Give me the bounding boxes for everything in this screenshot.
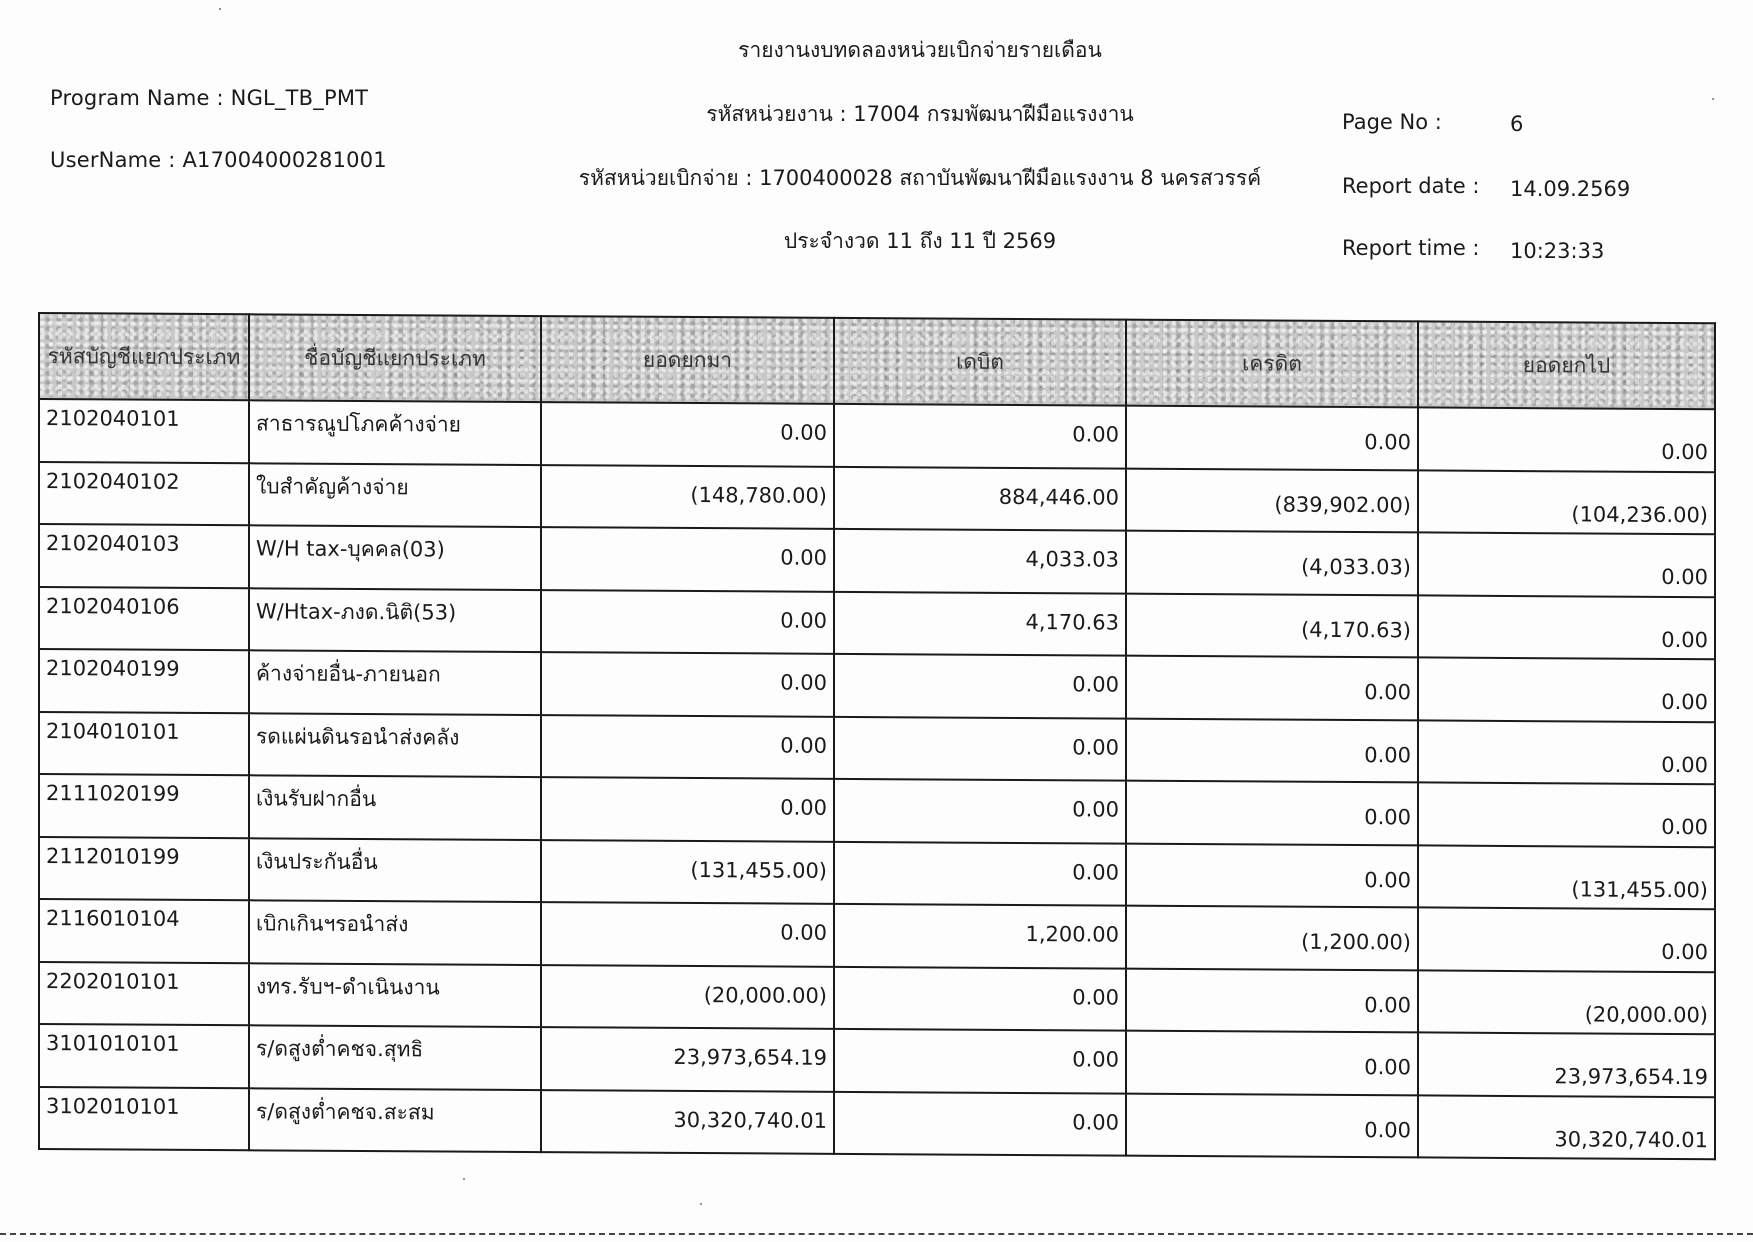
period-line: ประจำงวด 11 ถึง 11 ปี 2569 bbox=[783, 229, 1057, 253]
cell-carried-forward: 0.00 bbox=[1418, 532, 1715, 596]
cell-credit: (839,902.00) bbox=[1126, 468, 1418, 532]
cell-account-name: ร/ดสูงต่ำคชจ.สะสม bbox=[249, 1088, 541, 1152]
cell-account-name: ใบสำคัญค้างจ่าย bbox=[249, 463, 541, 527]
cell-credit: (1,200.00) bbox=[1126, 906, 1418, 970]
cell-credit: 0.00 bbox=[1126, 781, 1418, 845]
cell-account-code: 2111020199 bbox=[39, 774, 249, 838]
table-header-row bbox=[39, 313, 1715, 409]
page-no-label: Page No : bbox=[1342, 110, 1442, 134]
cell-account-name: งทร.รับฯ-ดำเนินงาน bbox=[249, 963, 541, 1027]
cell-carried-forward: (131,455.00) bbox=[1418, 845, 1715, 909]
cell-debit: 0.00 bbox=[834, 841, 1126, 905]
cell-credit: (4,170.63) bbox=[1126, 593, 1418, 657]
cell-account-name: เงินรับฝากอื่น bbox=[249, 775, 541, 839]
cell-credit: 0.00 bbox=[1126, 1093, 1418, 1157]
report-time-label: Report time : bbox=[1342, 236, 1480, 260]
table-body bbox=[39, 399, 1715, 1159]
report-title: รายงานงบทดลองหน่วยเบิกจ่ายรายเดือน bbox=[738, 38, 1102, 62]
col-header-credit: เครดิต bbox=[1126, 320, 1418, 408]
cell-account-name: W/H tax-บุคคล(03) bbox=[249, 525, 541, 589]
cell-credit: 0.00 bbox=[1126, 843, 1418, 907]
cell-account-name: W/Htax-ภงด.นิติ(53) bbox=[249, 588, 541, 652]
report-date-value: 14.09.2569 bbox=[1510, 177, 1631, 201]
col-header-debit: เดบิต bbox=[834, 318, 1126, 406]
cell-brought-forward: (20,000.00) bbox=[541, 965, 834, 1029]
scan-speck bbox=[1712, 98, 1714, 100]
cell-brought-forward: 0.00 bbox=[541, 590, 834, 654]
table-row bbox=[39, 399, 1715, 472]
scan-speck bbox=[700, 1203, 702, 1205]
cell-credit: 0.00 bbox=[1126, 968, 1418, 1032]
col-header-brought-forward: ยอดยกมา bbox=[541, 316, 834, 404]
cell-account-name: ร/ดสูงต่ำคชจ.สุทธิ bbox=[249, 1025, 541, 1089]
cell-brought-forward: 0.00 bbox=[541, 902, 834, 966]
cell-carried-forward: 0.00 bbox=[1418, 407, 1715, 471]
cell-brought-forward: 0.00 bbox=[541, 402, 834, 466]
report-time-value: 10:23:33 bbox=[1510, 239, 1605, 263]
disbursing-unit-line: รหัสหน่วยเบิกจ่าย : 1700400028 สถาบันพัฒนาฝีมือแรงงาน 8 นครสวรรค์ bbox=[578, 166, 1262, 190]
trial-balance-table bbox=[38, 312, 1716, 1160]
cell-account-code: 2202010101 bbox=[39, 962, 249, 1026]
cell-brought-forward: 0.00 bbox=[541, 527, 834, 591]
col-header-name: ชื่อบัญชีแยกประเภท bbox=[249, 314, 541, 402]
cell-debit: 0.00 bbox=[834, 404, 1126, 468]
cell-carried-forward: 0.00 bbox=[1418, 907, 1715, 971]
table-row bbox=[39, 962, 1715, 1035]
scan-speck bbox=[463, 1178, 465, 1180]
cell-carried-forward: 0.00 bbox=[1418, 782, 1715, 846]
table-row bbox=[39, 649, 1715, 722]
cell-debit: 1,200.00 bbox=[834, 904, 1126, 968]
cell-brought-forward: 30,320,740.01 bbox=[541, 1090, 834, 1154]
cell-account-code: 2102040103 bbox=[39, 524, 249, 588]
user-name: UserName : A17004000281001 bbox=[50, 148, 387, 172]
cell-account-name: สาธารณูปโภคค้างจ่าย bbox=[249, 400, 541, 464]
scan-speck bbox=[219, 8, 221, 10]
cell-carried-forward: 0.00 bbox=[1418, 720, 1715, 784]
cell-debit: 884,446.00 bbox=[834, 466, 1126, 530]
cell-debit: 0.00 bbox=[834, 654, 1126, 718]
cell-account-name: ค้างจ่ายอื่น-ภายนอก bbox=[249, 650, 541, 714]
cell-account-code: 2102040102 bbox=[39, 462, 249, 526]
cell-brought-forward: 23,973,654.19 bbox=[541, 1027, 834, 1091]
cell-carried-forward: 23,973,654.19 bbox=[1418, 1032, 1715, 1096]
cell-brought-forward: (148,780.00) bbox=[541, 465, 834, 529]
cell-debit: 0.00 bbox=[834, 1091, 1126, 1155]
table-row bbox=[39, 774, 1715, 847]
cell-account-code: 2116010104 bbox=[39, 899, 249, 963]
cell-credit: 0.00 bbox=[1126, 1031, 1418, 1095]
cell-carried-forward: 0.00 bbox=[1418, 657, 1715, 721]
cell-brought-forward: (131,455.00) bbox=[541, 840, 834, 904]
table-row bbox=[39, 524, 1715, 597]
cell-debit: 0.00 bbox=[834, 716, 1126, 780]
cell-debit: 0.00 bbox=[834, 1029, 1126, 1093]
table-row bbox=[39, 899, 1715, 972]
cell-brought-forward: 0.00 bbox=[541, 652, 834, 716]
cell-brought-forward: 0.00 bbox=[541, 777, 834, 841]
cell-debit: 0.00 bbox=[834, 779, 1126, 843]
cell-account-name: รดแผ่นดินรอนำส่งคลัง bbox=[249, 713, 541, 777]
cell-carried-forward: (104,236.00) bbox=[1418, 470, 1715, 534]
col-header-code: รหัสบัญชีแยกประเภท bbox=[39, 313, 249, 400]
cell-carried-forward: 0.00 bbox=[1418, 595, 1715, 659]
table-row bbox=[39, 462, 1715, 535]
cell-credit: (4,033.03) bbox=[1126, 531, 1418, 595]
cell-account-code: 2102040101 bbox=[39, 399, 249, 463]
cell-debit: 4,033.03 bbox=[834, 529, 1126, 593]
cell-account-code: 3101010101 bbox=[39, 1024, 249, 1088]
cell-debit: 4,170.63 bbox=[834, 591, 1126, 655]
cell-account-code: 2102040199 bbox=[39, 649, 249, 713]
cell-carried-forward: (20,000.00) bbox=[1418, 970, 1715, 1034]
cell-account-name: เบิกเกินฯรอนำส่ง bbox=[249, 900, 541, 964]
table-row bbox=[39, 587, 1715, 660]
cell-credit: 0.00 bbox=[1126, 406, 1418, 470]
cell-credit: 0.00 bbox=[1126, 718, 1418, 782]
cell-account-code: 2112010199 bbox=[39, 837, 249, 901]
cell-carried-forward: 30,320,740.01 bbox=[1418, 1095, 1715, 1159]
cell-brought-forward: 0.00 bbox=[541, 715, 834, 779]
page-no-value: 6 bbox=[1510, 112, 1524, 136]
report-date-label: Report date : bbox=[1342, 174, 1480, 198]
table-row bbox=[39, 837, 1715, 910]
cell-credit: 0.00 bbox=[1126, 656, 1418, 720]
agency-line: รหัสหน่วยงาน : 17004 กรมพัฒนาฝีมือแรงงาน bbox=[706, 102, 1134, 126]
cell-account-code: 2104010101 bbox=[39, 712, 249, 776]
cell-debit: 0.00 bbox=[834, 966, 1126, 1030]
cell-account-code: 3102010101 bbox=[39, 1087, 249, 1151]
program-name: Program Name : NGL_TB_PMT bbox=[50, 86, 369, 110]
cell-account-name: เงินประกันอื่น bbox=[249, 838, 541, 902]
table-row bbox=[39, 1087, 1715, 1160]
page-bottom-rule bbox=[0, 1233, 1753, 1235]
table-row bbox=[39, 1024, 1715, 1097]
table-row bbox=[39, 712, 1715, 785]
col-header-carried-forward: ยอดยกไป bbox=[1418, 321, 1715, 409]
cell-account-code: 2102040106 bbox=[39, 587, 249, 651]
